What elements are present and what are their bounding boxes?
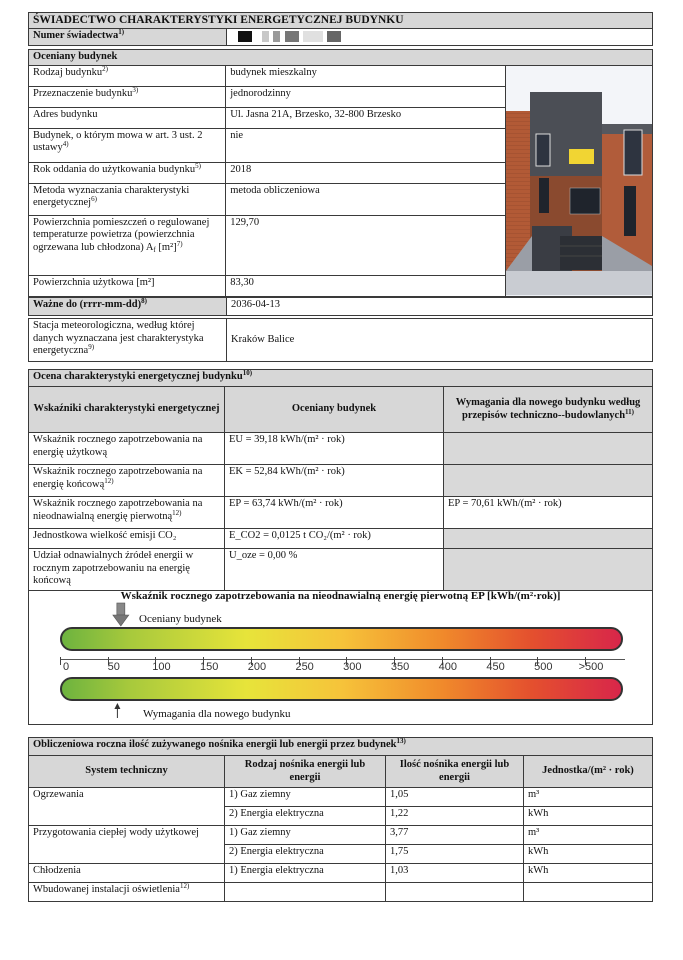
- table-row-carrier: 2) Energia elektryczna: [225, 807, 386, 826]
- building-label-purpose: Przeznaczenie budynku$^{3)}$: [29, 86, 226, 107]
- building-value-purpose: jednorodzinny: [226, 86, 506, 107]
- building-label-art3: Budynek, o którym mowa w art. 3 ust. 2 ustawy$^{4)}$: [29, 128, 226, 162]
- indicator-ek-label: Wskaźnik rocznego zapotrzebowania na energię końcową$^{12)}$: [29, 465, 225, 497]
- indicator-ep-req: EP = 70,61 kWh/(m² · rok): [444, 497, 653, 529]
- ep-axis-tick-label: >500: [578, 661, 604, 673]
- ep-chart-title: Wskaźnik rocznego zapotrzebowania na nieodnawialną energię pierwotną EP [kWh/(m²·rok)]: [120, 590, 561, 602]
- assessment-section-title: Ocena charakterystyki energetycznej budynku$^{10)}$: [29, 370, 653, 387]
- building-value-method: metoda obliczeniowa: [226, 183, 506, 215]
- table-row-unit: kWh: [524, 807, 653, 826]
- col-requirements: Wymagania dla nowego budynku według przepisów techniczno--budowlanych$^{11)}$: [444, 387, 653, 433]
- indicator-eu-value: EU = 39,18 kWh/(m² · rok): [225, 433, 444, 465]
- building-value-address: Ul. Jasna 21A, Brzesko, 32-800 Brzesko: [226, 107, 506, 128]
- table-row-amount: [386, 883, 524, 902]
- system-hot-water: Przygotowania ciepłej wody użytkowej: [29, 826, 225, 864]
- ep-axis-tick-label: 500: [534, 661, 553, 673]
- building-label-method: Metoda wyznaczania charakterystyki energetycznej$^{6)}$: [29, 183, 226, 215]
- col-carrier: Rodzaj nośnika energii lub energii: [225, 756, 386, 788]
- system-heating: Ogrzewania: [29, 788, 225, 826]
- certificate-title: ŚWIADECTWO CHARAKTERYSTYKI ENERGETYCZNEJ BUDYNKU: [29, 13, 653, 29]
- indicator-ep-label: Wskaźnik rocznego zapotrzebowania na nieodnawialną energię pierwotną$^{12)}$: [29, 497, 225, 529]
- indicator-ek-value: EK = 52,84 kWh/(m² · rok): [225, 465, 444, 497]
- certificate-number-label: Numer świadectwa$^{1)}$: [29, 29, 227, 46]
- ep-scale-bar-bottom: [60, 677, 623, 701]
- ep-axis-tick-label: 100: [152, 661, 171, 673]
- ep-axis-tick-label: 350: [390, 661, 410, 673]
- station-value: Kraków Balice: [227, 319, 653, 362]
- building-marker-arrow: [113, 603, 129, 626]
- building-value-art3: nie: [226, 128, 506, 162]
- consumption-section-title: Obliczeniowa roczna ilość zużywanego nośnika energii lub energii przez budynek$^{13)}$: [29, 738, 653, 756]
- building-label-usable-area: Powierzchnia użytkowa [m²]: [29, 275, 226, 296]
- table-row-amount: 1,22: [386, 807, 524, 826]
- table-row-amount: 1,03: [386, 864, 524, 883]
- table-row-unit: [524, 883, 653, 902]
- table-row-amount: 1,75: [386, 845, 524, 864]
- table-row-carrier: [225, 883, 386, 902]
- col-unit: Jednostka/(m² · rok): [524, 756, 653, 788]
- building-label-type: Rodzaj budynku$^{2)}$: [29, 65, 226, 86]
- indicator-co2-label: Jednostkowa wielkość emisji CO₂: [29, 529, 225, 549]
- table-row-carrier: 1) Energia elektryczna: [225, 864, 386, 883]
- ep-axis-tick-label: 0: [62, 661, 70, 673]
- building-marker-label: Oceniany budynek: [139, 613, 222, 625]
- table-row-carrier: 1) Gaz ziemny: [225, 788, 386, 807]
- indicator-eu-label: Wskaźnik rocznego zapotrzebowania na energię użytkową: [29, 433, 225, 465]
- requirement-marker-arrow: [114, 703, 120, 718]
- table-row-amount: 3,77: [386, 826, 524, 845]
- building-value-usable-area: 83,30: [226, 275, 506, 296]
- valid-until-label: Ważne do (rrrr-mm-dd)$^{8)}$: [29, 298, 227, 316]
- building-label-heated-area: Powierzchnia pomieszczeń o regulowanej temperaturze powietrza (powierzchnia ogrzewana lub chłodzona) $A_f$ $[m^2]^{7)}$: [29, 215, 226, 275]
- building-value-type: budynek mieszkalny: [226, 65, 506, 86]
- building-label-year: Rok oddania do użytkowania budynku$^{5)}$: [29, 162, 226, 183]
- table-row-unit: m³: [524, 826, 653, 845]
- indicator-oze-label: Udział odnawialnych źródeł energii w rocznym zapotrzebowaniu na energię końcową: [29, 549, 225, 591]
- system-lighting: Wbudowanej instalacji oświetlenia$^{12)}$: [29, 883, 225, 902]
- building-value-heated-area: 129,70: [226, 215, 506, 275]
- ep-axis-line: [60, 659, 625, 660]
- building-section-title: Oceniany budynek: [29, 50, 653, 66]
- ep-axis-tick-label: 50: [107, 661, 120, 673]
- table-row-unit: kWh: [524, 864, 653, 883]
- ep-axis-tick-label: 200: [247, 661, 267, 673]
- consumption-table: [28, 737, 653, 902]
- col-building: Oceniany budynek: [225, 387, 444, 433]
- ep-axis-tick-label: 250: [295, 661, 314, 673]
- indicator-co2-value: E_CO2 = 0,0125 t CO₂/(m² · rok): [225, 529, 444, 549]
- col-system: System techniczny: [29, 756, 225, 788]
- indicator-oze-value: U_oze = 0,00 %: [225, 549, 444, 591]
- table-row-carrier: 2) Energia elektryczna: [225, 845, 386, 864]
- building-label-address: Adres budynku: [29, 107, 226, 128]
- requirement-marker-label: Wymagania dla nowego budynku: [143, 708, 291, 720]
- table-row-unit: m³: [524, 788, 653, 807]
- system-cooling: Chłodzenia: [29, 864, 225, 883]
- station-label: Stacja meteorologiczna, według której danych wyznaczana jest charakterystyka energetyczna$^{9)}$: [29, 319, 227, 362]
- ep-axis-tick-label: 450: [486, 661, 505, 673]
- col-amount: Ilość nośnika energii lub energii: [386, 756, 524, 788]
- table-row-unit: kWh: [524, 845, 653, 864]
- indicator-ep-value: EP = 63,74 kWh/(m² · rok): [225, 497, 444, 529]
- ep-axis-tick-label: 150: [199, 661, 219, 673]
- valid-until-value: 2036-04-13: [227, 298, 653, 316]
- ep-axis-tick-label: 300: [343, 661, 362, 673]
- table-row-carrier: 1) Gaz ziemny: [225, 826, 386, 845]
- table-row-amount: 1,05: [386, 788, 524, 807]
- ep-axis-tick: [60, 657, 61, 665]
- ep-axis-tick-label: 400: [438, 661, 457, 673]
- ep-scale-bar-top: [60, 627, 623, 651]
- building-value-year: 2018: [226, 162, 506, 183]
- col-indicators: Wskaźniki charakterystyki energetycznej: [29, 387, 225, 433]
